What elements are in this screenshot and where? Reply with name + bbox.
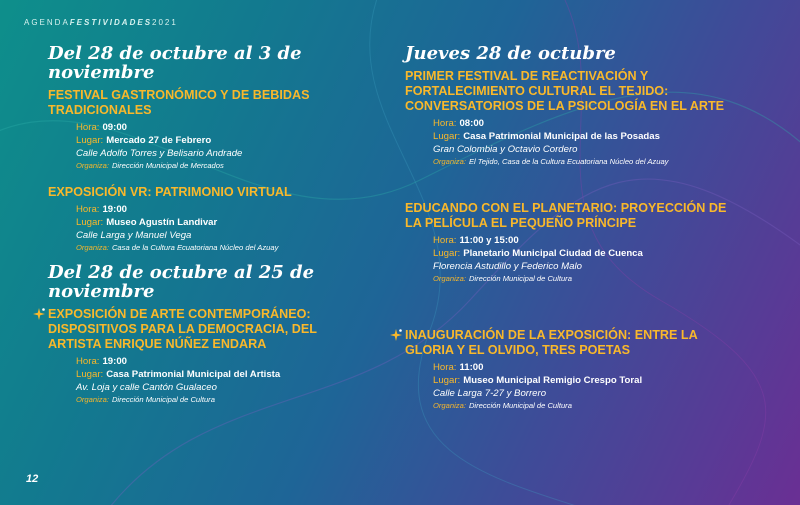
organiza-label: Organiza: [433,157,466,166]
hora-label: Hora: [433,362,457,373]
organiza-label: Organiza: [433,274,466,283]
event-item [48,185,368,253]
event-organizer: El Tejido, Casa de la Cultura Ecuatoriana Núcleo del Azuay [468,157,669,166]
event-address: Calle Larga 7-27 y Borrero [433,388,547,399]
date-heading: Del 28 de octubre al 25 de noviembre [48,262,315,302]
right-column [405,44,735,425]
event-title: INAUGURACIÓN DE LA EXPOSICIÓN: ENTRE LA GLORIA Y EL OLVIDO, TRES POETAS [405,328,698,357]
event-address: Gran Colombia y Octavio Cordero [433,144,578,155]
event-venue: Museo Municipal Remigio Crespo Toral [463,375,643,386]
event-venue: Mercado 27 de Febrero [106,135,212,146]
header-prefix: AGENDA [24,18,70,27]
event-item [48,307,368,405]
organiza-label: Organiza: [76,243,109,252]
organiza-label: Organiza: [76,161,109,170]
event-time: 19:00 [102,204,128,215]
event-item [405,69,735,167]
event-title: EXPOSICIÓN DE ARTE CONTEMPORÁNEO: DISPOSITIVOS PARA LA DEMOCRACIA, DEL ARTISTA ENRIQUE NÚÑEZ ENDARA [48,307,317,351]
event-organizer: Dirección Municipal de Cultura [468,401,572,410]
hora-label: Hora: [76,356,100,367]
sparkle-icon [32,307,46,321]
publication-header [24,18,178,27]
event-title: PRIMER FESTIVAL DE REACTIVACIÓN Y FORTALECIMIENTO CULTURAL EL TEJIDO: CONVERSATORIOS DE LA PSICOLOGÍA EN EL ARTE [405,69,725,113]
event-title: EDUCANDO CON EL PLANETARIO: PROYECCIÓN DE LA PELÍCULA EL PEQUEÑO PRÍNCIPE [405,201,727,230]
event-title: EXPOSICIÓN VR: PATRIMONIO VIRTUAL [48,185,292,199]
hora-label: Hora: [76,122,100,133]
hora-label: Hora: [76,204,100,215]
sparkle-icon [389,328,403,342]
lugar-label: Lugar: [76,135,104,146]
hora-label: Hora: [433,235,457,246]
header-emphasis: FESTIVIDADES [69,18,153,27]
event-time: 11:00 y 15:00 [459,235,519,246]
lugar-label: Lugar: [76,217,104,228]
lugar-label: Lugar: [433,375,461,386]
event-time: 08:00 [459,118,485,129]
hora-label: Hora: [433,118,457,129]
event-title: FESTIVAL GASTRONÓMICO Y DE BEBIDAS TRADICIONALES [48,88,310,117]
page-number: 12 [26,473,39,485]
event-venue: Planetario Municipal Ciudad de Cuenca [463,248,643,259]
event-time: 09:00 [102,122,128,133]
event-address: Calle Adolfo Torres y Belisario Andrade [76,148,243,159]
organiza-label: Organiza: [76,395,109,404]
event-address: Florencia Astudillo y Federico Malo [433,261,582,272]
event-item [405,328,735,411]
organiza-label: Organiza: [433,401,466,410]
lugar-label: Lugar: [433,131,461,142]
event-item [405,201,735,284]
event-time: 11:00 [459,362,484,373]
event-address: Calle Larga y Manuel Vega [76,230,192,241]
date-heading: Del 28 de octubre al 3 de noviembre [48,43,302,83]
header-year: 2021 [152,18,178,27]
lugar-label: Lugar: [433,248,461,259]
event-venue: Museo Agustín Landivar [106,217,218,228]
event-address: Av. Loja y calle Cantón Gualaceo [76,382,217,393]
event-venue: Casa Patrimonial Municipal del Artista [106,369,281,380]
event-item [48,88,368,171]
lugar-label: Lugar: [76,369,104,380]
left-column [48,44,368,419]
event-organizer: Casa de la Cultura Ecuatoriana Núcleo del Azuay [111,243,279,252]
event-time: 19:00 [102,356,128,367]
date-heading: Jueves 28 de octubre [405,43,616,64]
event-venue: Casa Patrimonial Municipal de las Posadas [463,131,660,142]
event-organizer: Dirección Municipal de Cultura [111,395,215,404]
event-organizer: Dirección Municipal de Mercados [111,161,224,170]
event-organizer: Dirección Municipal de Cultura [468,274,572,283]
